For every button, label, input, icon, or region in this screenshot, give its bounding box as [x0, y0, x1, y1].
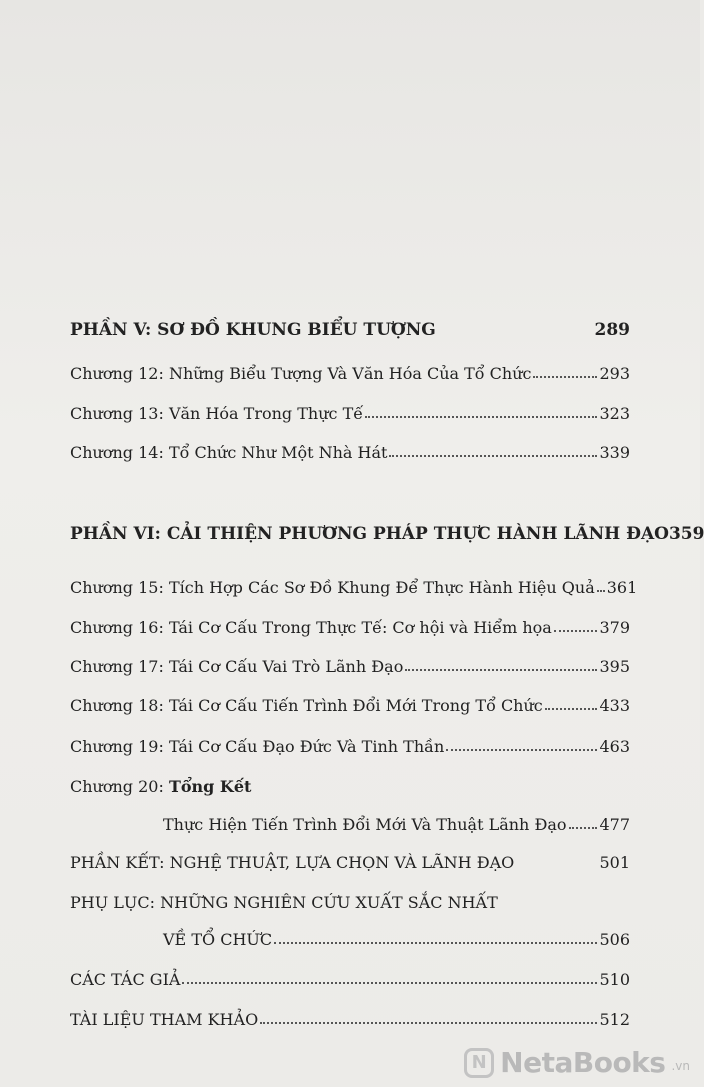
toc-page-number: 293 — [599, 364, 630, 383]
toc-chapter-18 — [70, 696, 630, 715]
toc-appendix-line2 — [163, 930, 630, 949]
toc-label: Chương 15: Tích Hợp Các Sơ Đồ Khung Để Thực Hành Hiệu Quả — [70, 578, 595, 597]
watermark — [464, 1046, 690, 1079]
toc-page-number: 510 — [599, 970, 630, 989]
toc-leader-dots — [446, 749, 597, 751]
toc-label: PHẦN V: SƠ ĐỒ KHUNG BIỂU TƯỢNG — [70, 320, 436, 340]
toc-page-number: 339 — [599, 443, 630, 462]
toc-page-number: 512 — [599, 1010, 630, 1029]
toc-part-6 — [70, 524, 704, 544]
toc-page-number: 395 — [599, 657, 630, 676]
toc-references — [70, 1010, 630, 1029]
toc-label: Chương 12: Những Biểu Tượng Và Văn Hóa Của Tổ Chức — [70, 364, 532, 383]
toc-page-number: 463 — [599, 737, 630, 756]
toc-label: CÁC TÁC GIẢ — [70, 970, 181, 989]
watermark-brand: NetaBooks — [500, 1046, 666, 1079]
toc-chapter-title: Tổng Kết — [168, 777, 252, 796]
toc-chapter-15 — [70, 578, 638, 597]
toc-label: Chương 19: Tái Cơ Cấu Đạo Đức Và Tinh Thần — [70, 737, 445, 756]
toc-page-number: 379 — [599, 618, 630, 637]
toc-page-number: 323 — [599, 404, 630, 423]
toc-leader-dots — [274, 942, 597, 944]
toc-chapter-17 — [70, 657, 630, 676]
toc-label: PHẦN VI: CẢI THIỆN PHƯƠNG PHÁP THỰC HÀNH LÃNH ĐẠO — [70, 524, 669, 544]
toc-page-number: 477 — [599, 815, 630, 834]
toc-label: PHẦN KẾT: NGHỆ THUẬT, LỰA CHỌN VÀ LÃNH ĐẠO — [70, 853, 515, 872]
toc-label: Chương 16: Tái Cơ Cấu Trong Thực Tế: Cơ hội và Hiểm họa — [70, 618, 552, 637]
toc-authors — [70, 970, 630, 989]
toc-epilogue — [70, 853, 630, 872]
toc-label: Chương 14: Tổ Chức Như Một Nhà Hát — [70, 443, 388, 462]
netabooks-logo-icon: N — [464, 1048, 494, 1078]
toc-chapter-19 — [70, 737, 630, 756]
toc-leader-dots — [533, 376, 597, 378]
toc-leader-dots — [545, 708, 598, 710]
toc-label: TÀI LIỆU THAM KHẢO — [70, 1010, 259, 1029]
toc-chapter-16 — [70, 618, 630, 637]
toc-page-number: 433 — [599, 696, 630, 715]
toc-page-number: 359 — [668, 524, 704, 544]
toc-leader-dots — [405, 669, 597, 671]
toc-appendix-line1 — [70, 893, 630, 912]
toc-chapter-13 — [70, 404, 630, 423]
toc-label: Chương 13: Văn Hóa Trong Thực Tế — [70, 404, 364, 423]
toc-leader-dots — [597, 590, 605, 592]
toc-label: PHỤ LỤC: NHỮNG NGHIÊN CỨU XUẤT SẮC NHẤT — [70, 893, 498, 912]
toc-chapter-20-title — [70, 777, 630, 796]
toc-part-5 — [70, 320, 630, 340]
toc-leader-dots — [569, 827, 598, 829]
watermark-suffix: .vn — [671, 1059, 690, 1073]
toc-page-number: 506 — [599, 930, 630, 949]
toc-chapter-12 — [70, 364, 630, 383]
toc-label: VỀ TỔ CHỨC — [163, 930, 273, 949]
toc-leader-dots — [365, 416, 597, 418]
toc-leader-dots — [389, 455, 597, 457]
toc-label — [70, 777, 251, 796]
toc-chapter-20-subtitle — [163, 815, 630, 834]
toc-leader-dots — [260, 1022, 597, 1024]
toc-leader-dots — [554, 630, 598, 632]
toc-label: Chương 18: Tái Cơ Cấu Tiến Trình Đổi Mới Trong Tổ Chức — [70, 696, 543, 715]
toc-chapter-prefix: Chương 20: — [70, 777, 169, 796]
toc-page-number: 289 — [594, 320, 630, 340]
toc-page-number: 501 — [599, 853, 630, 872]
toc-chapter-14 — [70, 443, 630, 462]
toc-page-number: 361 — [606, 578, 638, 597]
toc-label: Chương 17: Tái Cơ Cấu Vai Trò Lãnh Đạo — [70, 657, 404, 676]
toc-label: Thực Hiện Tiến Trình Đổi Mới Và Thuật Lãnh Đạo — [163, 815, 567, 834]
toc-leader-dots — [182, 982, 597, 984]
